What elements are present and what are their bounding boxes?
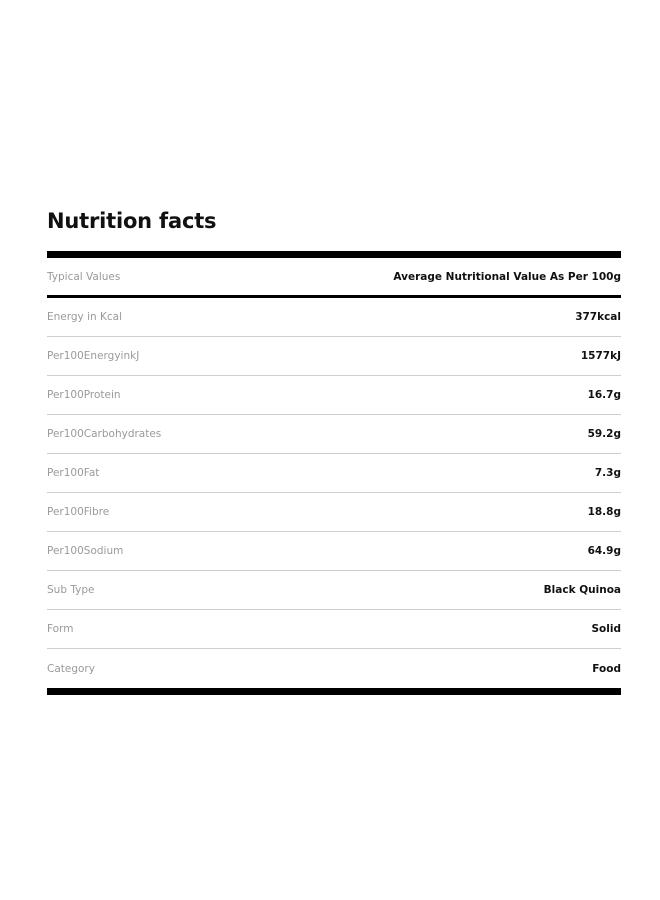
table-row <box>47 298 621 337</box>
table-row <box>47 415 621 454</box>
row-value: 59.2g <box>587 428 621 440</box>
row-label: Per100Fibre <box>47 506 110 518</box>
table-row <box>47 337 621 376</box>
table-row <box>47 649 621 688</box>
row-value: 18.8g <box>587 506 621 518</box>
table-header-row <box>47 258 621 298</box>
nutrition-table <box>47 258 621 688</box>
row-label: Per100EnergyinkJ <box>47 350 140 362</box>
nutrition-facts-title: Nutrition facts <box>47 209 217 233</box>
bottom-divider-bar <box>47 688 621 695</box>
row-value: 16.7g <box>587 389 621 401</box>
table-row <box>47 454 621 493</box>
row-label: Per100Sodium <box>47 545 124 557</box>
row-value: 64.9g <box>587 545 621 557</box>
top-divider-bar <box>47 251 621 258</box>
row-value: Black Quinoa <box>543 584 621 596</box>
row-label: Sub Type <box>47 584 95 596</box>
row-label: Form <box>47 623 74 635</box>
row-value: 377kcal <box>575 311 621 323</box>
row-value: 1577kJ <box>580 350 621 362</box>
row-label: Category <box>47 662 95 675</box>
nutrition-facts-panel <box>47 205 621 695</box>
row-value: Solid <box>591 623 621 635</box>
table-row <box>47 532 621 571</box>
table-row <box>47 493 621 532</box>
row-value: 7.3g <box>594 467 621 479</box>
row-label: Per100Protein <box>47 389 121 401</box>
table-row <box>47 571 621 610</box>
row-label: Per100Fat <box>47 467 100 479</box>
table-row <box>47 610 621 649</box>
row-label: Energy in Kcal <box>47 311 123 323</box>
table-row <box>47 376 621 415</box>
header-value: Average Nutritional Value As Per 100g <box>393 270 621 283</box>
row-label: Per100Carbohydrates <box>47 428 162 440</box>
row-value: Food <box>592 662 621 675</box>
header-label: Typical Values <box>47 270 121 283</box>
